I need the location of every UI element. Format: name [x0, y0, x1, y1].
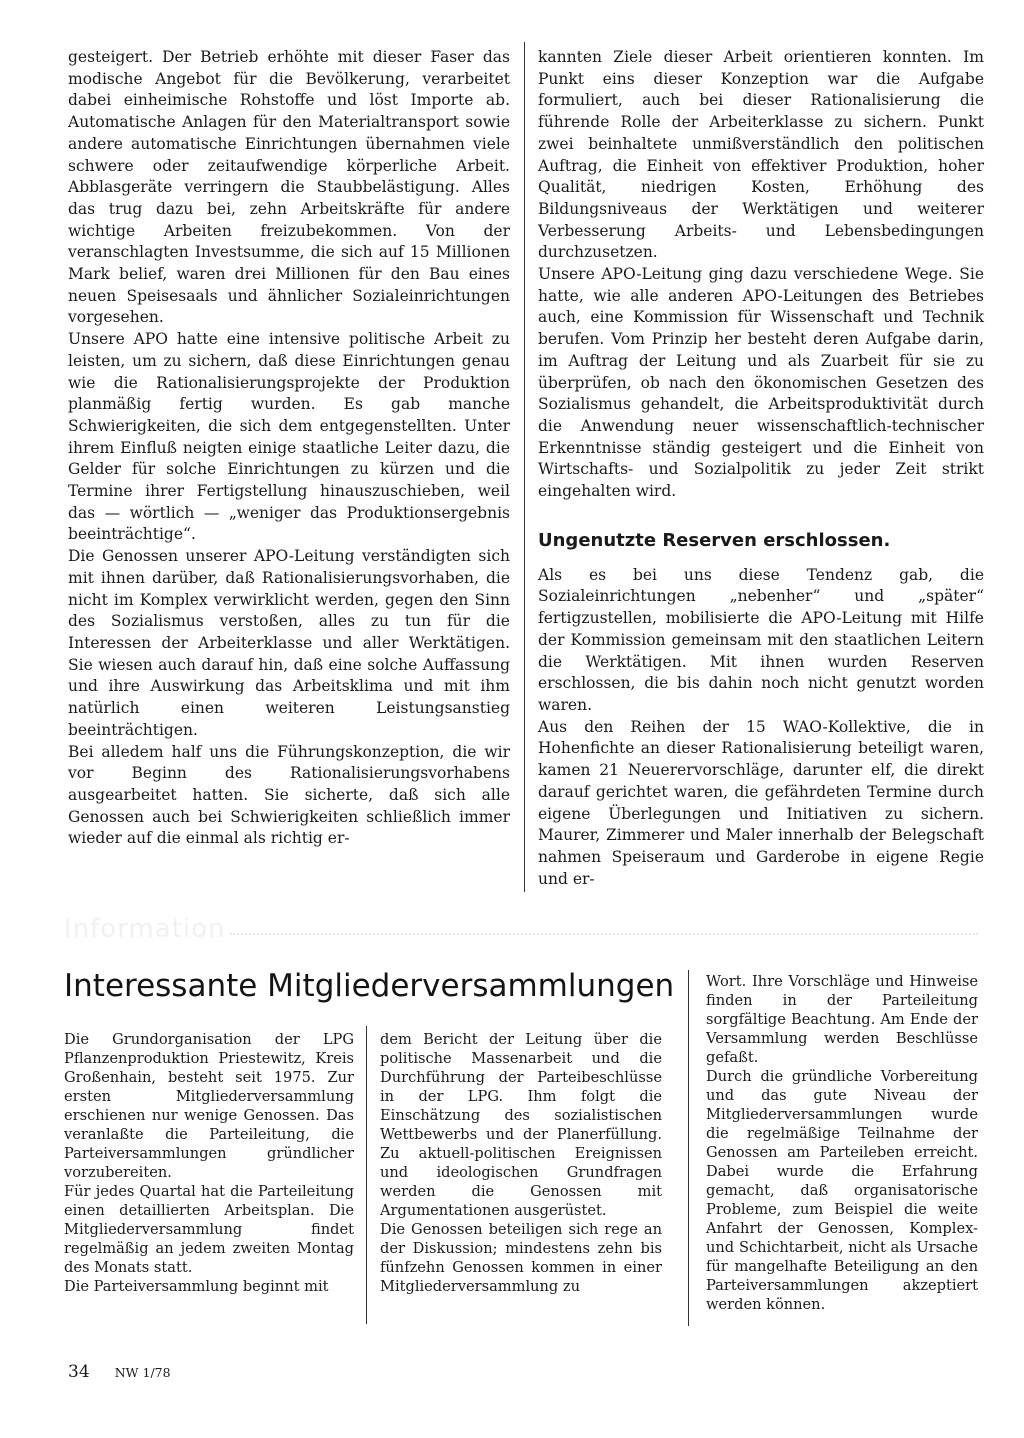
- paragraph: Unsere APO hatte eine intensive politische Arbeit zu leisten, um zu sichern, daß diese Einrichtungen genau wie die Rationalisierungsprojekte der Produktion planmäßig fertig wurden. Es gab manche Schwierigkeiten, die sich dem entgegenstellten. Unter ihrem Einfluß neigten einige staatliche Leiter dazu, die Gelder für solche Einrichtungen zu kürzen und die Termine ihrer Fertigstellung hinauszuschieben, weil das — wörtlich — „weniger das Produktionsergebnis beeinträchtige“.: [68, 330, 510, 544]
- paragraph: Durch die gründliche Vorbereitung und das gute Niveau der Mitgliederversammlungen wurde die regelmäßige Teilnahme der Genossen am Parteileben erreicht. Dabei wurde die Erfahrung gemacht, daß organisatorische Probleme, zum Beispiel die weite Anfahrt der Genossen, Komplex- und Schichtarbeit, nicht als Ursache für mangelhafte Beteiligung an den Parteiversammlungen akzeptiert werden können.: [706, 1068, 978, 1313]
- box-column-1: [64, 1030, 354, 1296]
- paragraph: Als es bei uns diese Tendenz gab, die Sozialeinrichtungen „nebenher“ und „später“ fertigzustellen, mobilisierte die APO-Leitung mit Hilfe der Kommission gemeinsam mit den staatlichen Leitern die Werktätigen. Mit ihnen wurden Reserven erschlossen, die bis dahin noch nicht genutzt worden waren.: [538, 565, 984, 714]
- issue-label: NW 1/78: [114, 1365, 171, 1380]
- paragraph: dem Bericht der Leitung über die politische Massenarbeit und die Durchführung der Parteibeschlüsse in der LPG. Ihm folgt die Einschätzung des sozialistischen Wettbewerbs und der Planerfüllung. Zu aktuell-politischen Ereignissen und ideologischen Grundfragen werden die Genossen mit Argumentationen ausgerüstet.: [380, 1031, 662, 1219]
- paragraph: Aus den Reihen der 15 WAO-Kollektive, die in Hohenfichte an dieser Rationalisierung beteiligt waren, kamen 21 Neuerervorschläge, darunter elf, die direkt darauf gerichtet waren, die gefährdeten Termine durch eigene Überlegungen und Initiativen zu sichern. Maurer, Zimmerer und Maler innerhalb der Belegschaft nahmen Speiseraum und Garderobe in eigene Regie und er-: [538, 717, 984, 888]
- information-band: [64, 912, 980, 946]
- paragraph: Unsere APO-Leitung ging dazu verschiedene Wege. Sie hatte, wie alle anderen APO-Leitungen des Betriebes auch, eine Kommission für Wissenschaft und Technik berufen. Vom Prinzip her besteht deren Aufgabe darin, im Auftrag der Leitung und als Zuarbeit für sie zu überprüfen, ob nach den ökonomischen Gesetzen des Sozialismus gehandelt, die Arbeitsproduktivität durch die Anwendung neuer wissenschaftlich-technischer Erkenntnisse ständig gesteigert und die Einheit von Wirtschafts- und Sozialpolitik zu jeder Zeit strikt eingehalten wird.: [538, 265, 984, 501]
- paragraph: kannten Ziele dieser Arbeit orientieren konnten. Im Punkt eins dieser Konzeption war die Aufgabe formuliert, auch bei dieser Rationalisierung die führende Rolle der Arbeiterklasse zu sichern. Punkt zwei beinhaltete unmißverständlich den politischen Auftrag, die Einheit von effektiver Produktion, hoher Qualität, niedrigen Kosten, Erhöhung des Bildungsniveaus der Werktätigen und weiterer Verbesserung Arbeits- und Lebensbedingungen durchzusetzen.: [538, 48, 984, 262]
- section-subheading: Ungenutzte Reserven erschlossen.: [538, 529, 891, 551]
- paragraph: Die Grundorganisation der LPG Pflanzenproduktion Priestewitz, Kreis Großenhain, besteht seit 1975. Zur ersten Mitgliederversammlung erschienen nur wenige Genossen. Das veranlaßte die Parteileitung, die Parteiversammlungen gründlicher vorzubereiten.: [64, 1031, 354, 1181]
- paragraph: Bei alledem half uns die Führungskonzeption, die wir vor Beginn des Rationalisierungsvorhabens ausgearbeitet hatten. Sie sicherte, daß sich alle Genossen auch bei Schwierigkeiten schließlich immer wieder auf die einmal als richtig er-: [68, 742, 510, 848]
- paragraph: Die Genossen unserer APO-Leitung verständigten sich mit ihnen darüber, daß Rationalisierungsvorhaben, die nicht im Komplex verwirklicht werden, gegen den Sinn des Sozialismus verstoßen, alles zu tun für die Interessen der Arbeiterklasse und aller Werktätigen. Sie wiesen auch darauf hin, daß eine solche Auffassung und ihre Auswirkung das Arbeitsklima und mit ihm natürlich einen weiteren Leistungsanstieg beeinträchtigen.: [68, 547, 510, 739]
- article-right-column: [538, 47, 984, 890]
- paragraph: gesteigert. Der Betrieb erhöhte mit dieser Faser das modische Angebot für die Bevölkerung, verarbeitet dabei einheimische Rohstoffe und löst Importe ab. Automatische Anlagen für den Materialtransport sowie andere automatische Einrichtungen übernahmen viele schwere oder zeitaufwendige körperliche Arbeit. Abblasgeräte verringern die Staubbelästigung. Alles das trug dazu bei, zehn Arbeitskräfte für andere wichtige Arbeiten freizubekommen. Von der veranschlagten Investsumme, die sich auf 15 Millionen Mark belief, waren drei Millionen für den Bau eines neuen Speisesaals und ähnlicher Sozialeinrichtungen vorgesehen.: [68, 48, 510, 327]
- column-divider: [524, 42, 525, 892]
- paragraph: Die Parteiversammlung beginnt mit: [64, 1278, 329, 1295]
- box-column-2: [380, 1030, 662, 1296]
- paragraph: Die Genossen beteiligen sich rege an der Diskussion; mindestens zehn bis fünfzehn Genossen kommen in einer Mitgliederversammlung zu: [380, 1221, 662, 1295]
- page-footer: [68, 1362, 171, 1382]
- box-column-3: [706, 972, 978, 1314]
- article-left-column: [68, 47, 510, 850]
- paragraph: Für jedes Quartal hat die Parteileitung einen detaillierten Arbeitsplan. Die Mitgliederversammlung findet regelmäßig an jedem zweiten Montag des Monats statt.: [64, 1183, 354, 1276]
- column-divider: [688, 970, 689, 1326]
- paragraph: Wort. Ihre Vorschläge und Hinweise finden in der Parteileitung sorgfältige Beachtung. Am Ende der Versammlung werden Beschlüsse gefaßt.: [706, 973, 978, 1066]
- dotted-separator: [230, 933, 978, 935]
- page-number: 34: [68, 1362, 90, 1382]
- box-headline: Interessante Mitgliederversammlungen: [64, 968, 675, 1004]
- column-divider: [366, 1026, 367, 1324]
- information-label: Information: [64, 914, 226, 944]
